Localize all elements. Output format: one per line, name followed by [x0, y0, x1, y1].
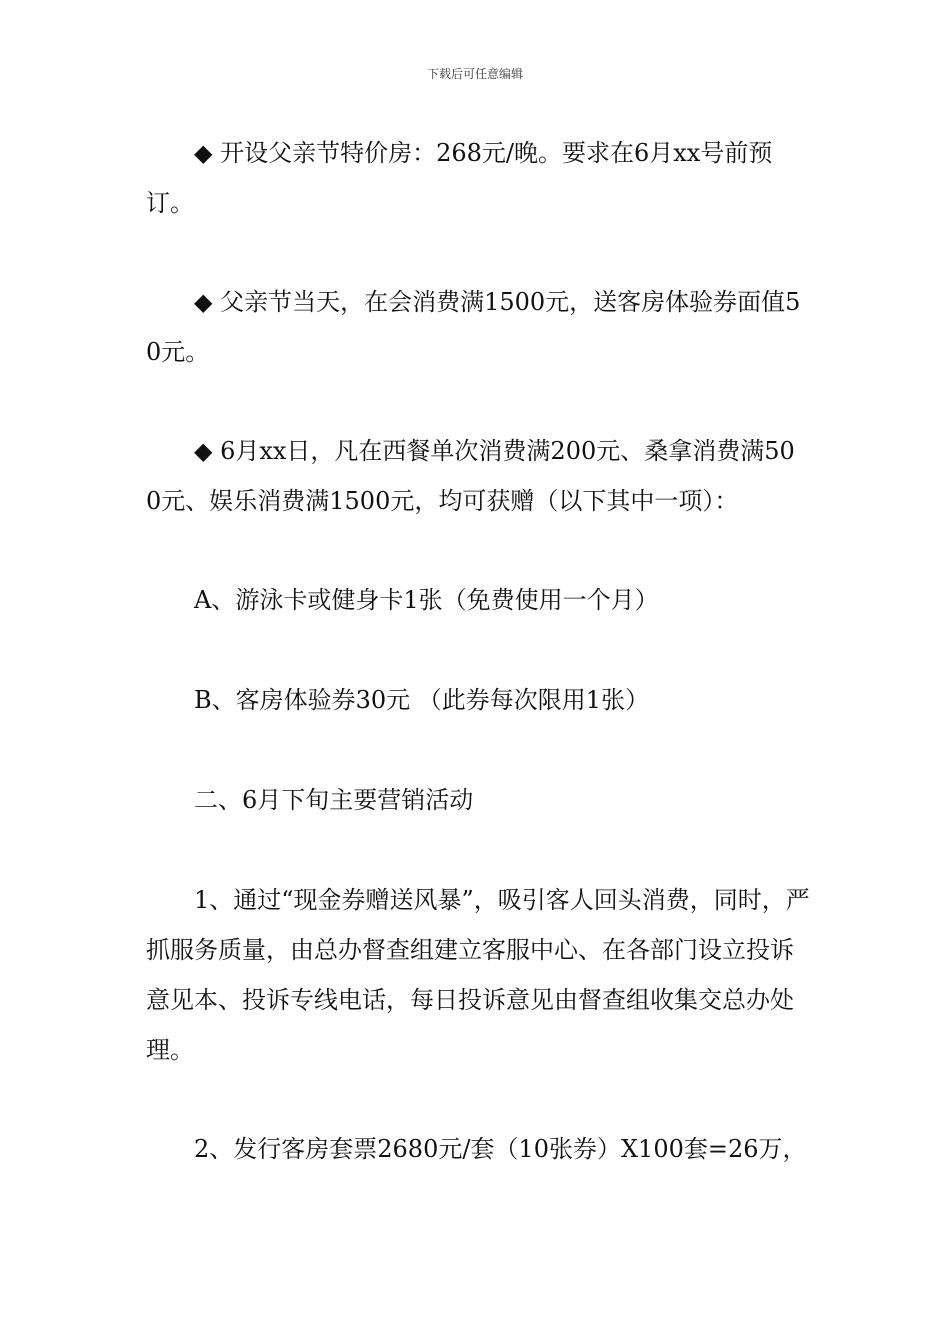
paragraph-option-a: A、游泳卡或健身卡1张（免费使用一个月）	[194, 586, 659, 614]
spacer	[146, 625, 810, 675]
spacer	[146, 228, 810, 277]
paragraph-fathers-day-voucher: ◆ 父亲节当天，在会消费满1500元，送客房体验券面值50元。	[146, 288, 801, 366]
spacer	[146, 377, 810, 426]
spacer	[146, 1075, 810, 1124]
page-header: 下载后可任意编辑	[426, 67, 523, 81]
paragraph-spending-gift: ◆ 6月xx日，凡在西餐单次消费满200元、桑拿消费满500元、娱乐消费满1500元，均可获赠（以下其中一项）：	[146, 437, 795, 515]
section-heading-late-june: 二、6月下旬主要营销活动	[194, 786, 474, 814]
paragraph-room-package: 2、发行客房套票2680元/套（10张券）X100套=26万，	[194, 1135, 807, 1163]
spacer	[146, 725, 810, 775]
spacer	[146, 825, 810, 875]
paragraph-special-room: ◆ 开设父亲节特价房：268元/晚。要求在6月xx号前预订。	[146, 139, 773, 217]
paragraph-cash-voucher: 1、通过“现金券赠送风暴”，吸引客人回头消费，同时，严抓服务质量，由总办督查组建立客服中心、在各部门设立投诉意见本、投诉专线电话，每日投诉意见由督查组收集交总办处理。	[146, 886, 810, 1064]
document-body	[146, 128, 810, 1174]
paragraph-option-b: B、客房体验券30元 （此券每次限用1张）	[194, 686, 650, 714]
spacer	[146, 526, 810, 575]
